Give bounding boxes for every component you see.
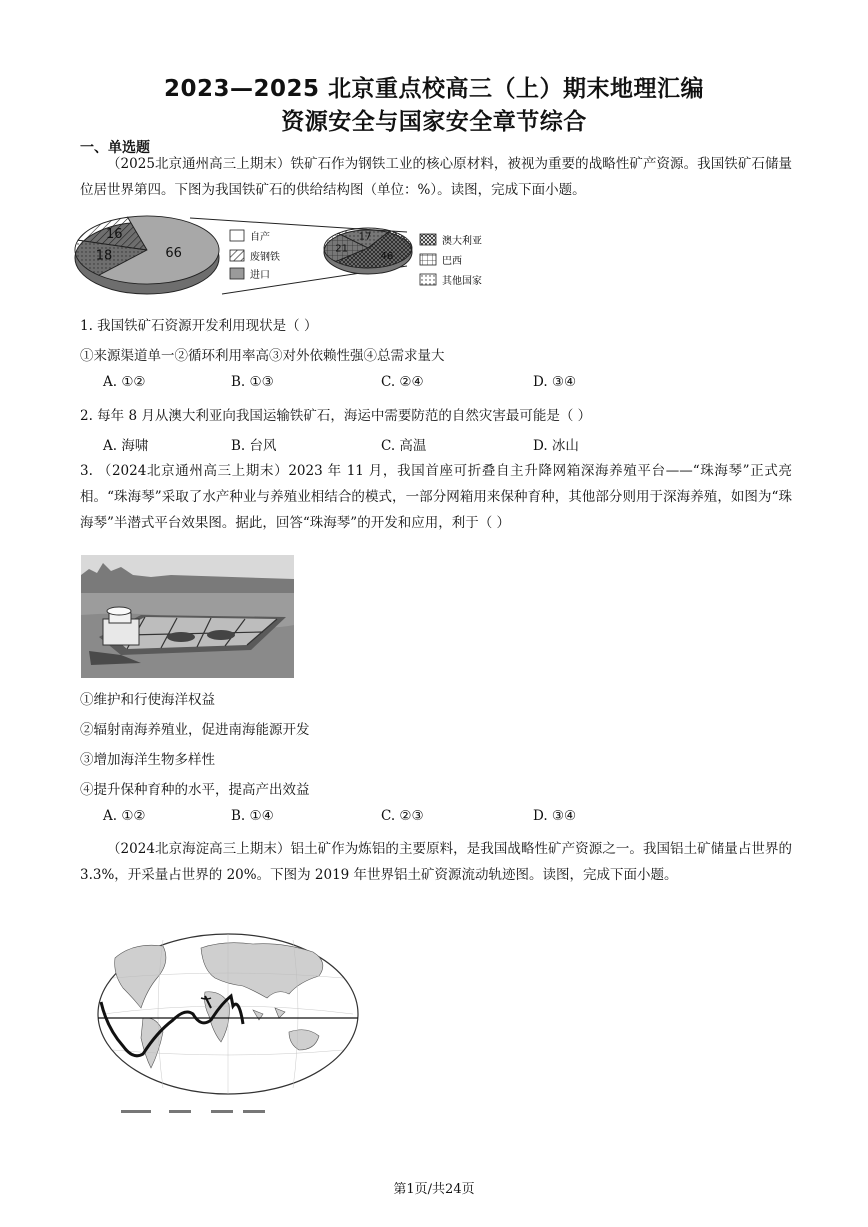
option-d[interactable]: D. 冰山 — [533, 438, 579, 454]
question-2-stem: 2. 每年 8 月从澳大利亚向我国运输铁矿石，海运中需要防范的自然灾害最可能是（ ） — [80, 408, 592, 424]
question-3-stem: 3. （2024北京通州高三上期末）2023 年 11 月，我国首座可折叠自主升降网箱深海养殖平台——“珠海琴”正式亮相。“珠海琴”采取了水产种业与养殖业相结合的模式，一部分网箱用来保种育种，其他部分则用于深海养殖，如图为“珠海琴”半潜式平台效果图。据此，回答“珠海琴”的开发和应用，利于（ ） — [80, 463, 792, 531]
pie-slice-value-label: 46 — [380, 250, 394, 262]
legend-label: 巴西 — [442, 256, 462, 267]
question-3-statement-3: ③增加海洋生物多样性 — [80, 752, 215, 768]
option-c[interactable]: C. ②④ — [381, 374, 424, 390]
legend-swatch-australia — [420, 234, 436, 245]
legend-label: 自产 — [250, 232, 270, 243]
question-1-stem: 1. 我国铁矿石资源开发利用现状是（ ） — [80, 318, 318, 334]
page-subtitle: 资源安全与国家安全章节综合 — [281, 109, 587, 135]
pie-slice-value-label: 21 — [335, 243, 348, 255]
pie-slice-value-label: 16 — [105, 227, 123, 243]
section-heading: 一、单选题 — [80, 140, 150, 156]
legend-swatch-scrap — [230, 250, 244, 261]
option-b[interactable]: B. ①④ — [231, 808, 274, 824]
bauxite-flow-map — [93, 928, 365, 1123]
legend-swatch-domestic — [230, 230, 244, 241]
iron-ore-supply-chart — [72, 210, 492, 305]
page-footer: 第1页/共24页 — [393, 1182, 475, 1197]
option-c[interactable]: C. ②③ — [381, 808, 424, 824]
option-c[interactable]: C. 高温 — [381, 438, 427, 454]
question-3-options — [103, 808, 633, 824]
legend-label: 澳大利亚 — [442, 236, 482, 247]
legend-swatch-import — [230, 268, 244, 279]
question-3-statement-2: ②辐射南海养殖业，促进南海能源开发 — [80, 722, 310, 738]
legend-label: 其他国家 — [442, 276, 482, 287]
question-1-statements: ①来源渠道单一②循环利用率高③对外依赖性强④总需求量大 — [80, 348, 445, 364]
page-title: 2023—2025 北京重点校高三（上）期末地理汇编 — [163, 76, 705, 102]
option-b[interactable]: B. ①③ — [231, 374, 274, 390]
option-a[interactable]: A. ①② — [103, 374, 146, 390]
option-d[interactable]: D. ③④ — [533, 374, 577, 390]
pie-slice-value-label: 66 — [165, 245, 182, 261]
question-3-statement-1: ①维护和行使海洋权益 — [80, 692, 215, 708]
legend-label: 进口 — [250, 270, 270, 281]
legend-main — [230, 230, 280, 281]
question-2-options — [103, 434, 633, 454]
legend-import-sources — [420, 234, 482, 287]
question-3-statement-4: ④提升保种育种的水平，提高产出效益 — [80, 782, 310, 798]
passage-bauxite: （2024北京海淀高三上期末）铝土矿作为炼铝的主要原料，是我国战略性矿产资源之一。我国铝土矿储量占世界的 3.3%，开采量占世界的 20%。下图为 2019 年世界铝土矿资源流动轨迹图。读图，完成下面小题。 — [80, 841, 792, 883]
legend-swatch-brazil — [420, 254, 436, 265]
legend-swatch-others — [420, 274, 436, 285]
question-1-options — [103, 374, 633, 390]
option-a[interactable]: A. 海啸 — [103, 438, 149, 454]
option-b[interactable]: B. 台风 — [231, 438, 277, 454]
option-d[interactable]: D. ③④ — [533, 808, 577, 824]
option-a[interactable]: A. ①② — [103, 808, 146, 824]
passage-iron-ore: （2025北京通州高三上期末）铁矿石作为钢铁工业的核心原材料，被视为重要的战略性矿产资源。我国铁矿石储量位居世界第四。下图为我国铁矿石的供给结构图（单位：%）。读图，完成下面小题。 — [80, 156, 792, 198]
legend-label: 废钢铁 — [250, 252, 280, 263]
platform-photo — [81, 555, 294, 678]
pie-slice-value-label: 17 — [358, 231, 372, 243]
pie-slice-value-label: 18 — [95, 248, 113, 264]
